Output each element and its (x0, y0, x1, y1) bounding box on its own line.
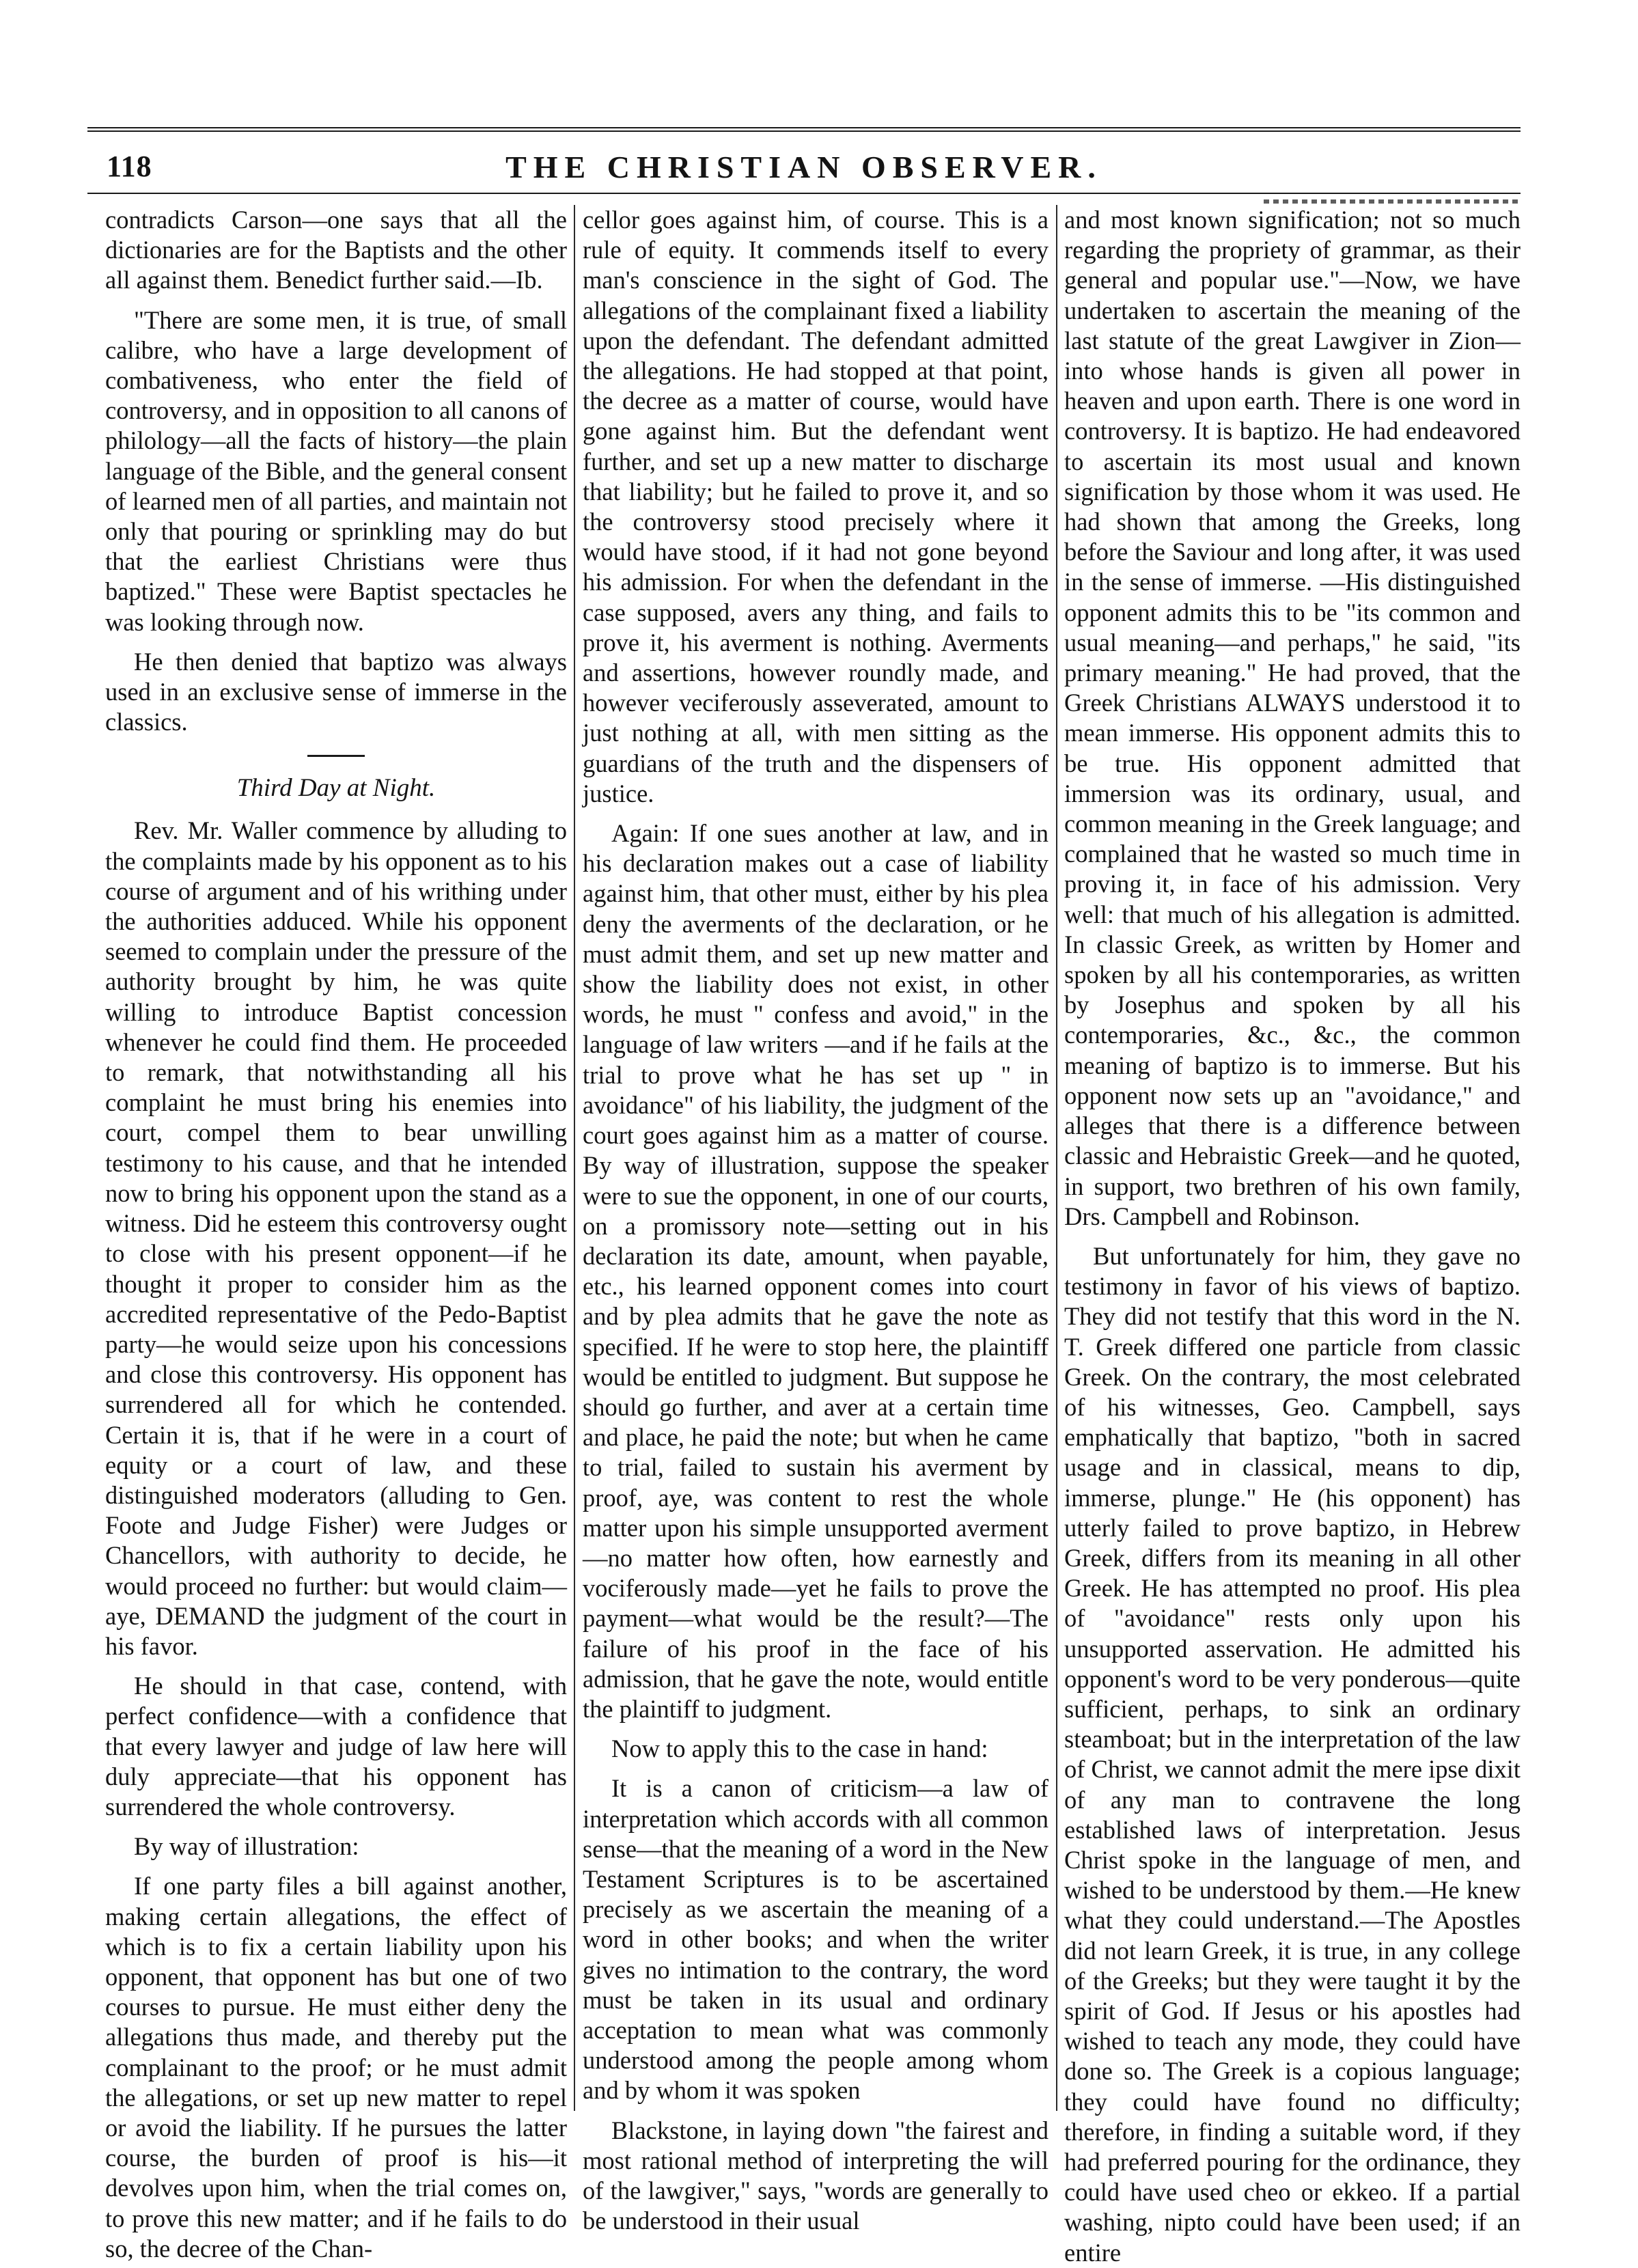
header-top-rule (87, 127, 1521, 132)
section-divider (307, 755, 365, 757)
paragraph: Rev. Mr. Waller commence by alluding to the complaints made by his opponent as to his course of argument and of his writhing under the authorities adduced. While his opponent seemed to complain under the pressure of the authority brought by him, he was quite willing to introduce Baptist concession whenever he could find them. He proceeded to remark, that notwithstanding all his complaint he must bring his enemies into court, compel them to bear unwilling testimony to his cause, and that he intended now to bring his opponent upon the stand as a witness. Did he esteem this controversy ought to close with his present opponent—if he thought it proper to consider him as the accredited representative of the Pedo-Baptist party—he would seize upon his concessions and close this controversy. His opponent has surrendered all for which he contended. Certain it is, that if he were in a court of equity or a court of law, and these distinguished moderators (alluding to Gen. Foote and Judge Fisher) were Judges or Chancellors, with authority to decide, he would proceed no further: but would claim—aye, DEMAND the judgment of the court in his favor. (105, 816, 567, 1660)
header-ornament-rule (1264, 199, 1521, 204)
paragraph: Again: If one sues another at law, and in his declaration makes out a case of liability against him, that other must, either by his plea deny the averments of the declaration, or he must admit them, and set up new matter and show the liability does not exist, in other words, he must " confess and avoid," in the language of law writers —and if he fails at the trial to prove what he has set up " in avoidance" of his liability, the judgment of the court goes against him as a matter of course. By way of illustration, suppose the speaker were to sue the opponent, in one of our courts, on a promissory note—setting out in his declaration its date, amount, when payable, etc., his learned opponent comes into court and by plea admits that he gave the note as specified. If he were to stop here, the plaintiff would be entitled to judgment. But suppose he should go further, and aver at a certain time and place, he paid the note; but when he came to trial, failed to sustain his averment by proof, aye, was content to rest the whole matter upon his simple unsupported averment—no matter how often, how earnestly and vociferously made—yet he fails to prove the payment—what would be the result?—The failure of his proof in the face of his admission, that he gave the note, would entitle the plaintiff to judgment. (583, 819, 1049, 1723)
page-header (87, 149, 1521, 190)
paragraph: He then denied that baptizo was always used in an exclusive sense of immerse in the classics. (105, 647, 567, 736)
paragraph: cellor goes against him, of course. This is a rule of equity. It commends itself to every man's conscience in the sight of God. The allegations of the complainant fixed a liability upon the defendant. The defendant admitted the allegations. He had stopped at that point, the decree as a matter of course, would have gone against him. But the defendant went further, and set up a new matter to discharge that liability; but he failed to prove it, and so the controversy stood precisely where it would have stood, if it had not gone beyond his admission. For when the defendant in the case supposed, avers any thing, and fails to prove it, his averment is nothing. Averments and assertions, however roundly made, and however veciferously asseverated, amount to just nothing at all, with men sitting as the guardians of the truth and the dispensers of justice. (583, 206, 1049, 807)
journal-title: THE CHRISTIAN OBSERVER. (505, 150, 1102, 184)
paragraph: "There are some men, it is true, of small calibre, who have a large development of combativeness, who enter the field of controversy, and in opposition to all canons of philology—all the facts of history—the plain language of the Bible, and the general consent of learned men of all parties, and maintain not only that pouring or sprinkling may do but that the earliest Christians were thus baptized." These were Baptist spectacles he was looking through now. (105, 305, 567, 636)
article-columns (87, 205, 1521, 2267)
column-divider (574, 205, 575, 2111)
section-heading: Third Day at Night. (236, 774, 436, 803)
column-left (105, 205, 567, 2263)
page-number: 118 (107, 150, 152, 183)
paragraph: contradicts Carson—one says that all the dictionaries are for the Baptists and the other all against them. Benedict further said.—Ib. (105, 206, 567, 294)
column-right (1064, 205, 1521, 2267)
paragraph: He should in that case, contend, with perfect confidence—with a confidence that that every lawyer and judge of law here will duly appreciate—that his opponent has surrendered the whole controversy. (105, 1672, 567, 1821)
paragraph: Blackstone, in laying down "the fairest and most rational method of interpreting the will of the lawgiver," says, "words are generally to be understood in their usual (583, 2116, 1049, 2235)
column-middle (583, 205, 1049, 2235)
header-bottom-rule (87, 193, 1521, 198)
paragraph: It is a canon of criticism—a law of interpretation which accords with all common sense—that the meaning of a word in the New Testament Scriptures is to be ascertained precisely as we ascertain the meaning of a word in other books; and when the writer gives no intimation to the contrary, the word must be taken in its usual and ordinary acceptation to mean what was commonly understood among the people among whom and by whom it was spoken (583, 1774, 1049, 2105)
paragraph: Now to apply this to the case in hand: (611, 1734, 988, 1763)
paragraph: But unfortunately for him, they gave no testimony in favor of his views of baptizo. They did not testify that this word in the N. T. Greek differed one particle from classic Greek. On the contrary, the most celebrated of his witnesses, Geo. Campbell, says emphatically that baptizo, "both in sacred usage and in classical, means to dip, immerse, plunge." He (his opponent) has utterly failed to prove baptizo, in Hebrew Greek, differs from its meaning in all other Greek. He has attempted no proof. His plea of "avoidance" rests only upon his unsupported asservation. He admitted his opponent's word to be very ponderous—quite sufficient, perhaps, to sink an ordinary steamboat; but in the interpretation of the law of Christ, we cannot admit the mere ipse dixit of any man to contravene the long established laws of interpretation. Jesus Christ spoke in the language of men, and wished to be understood by them.—He knew what they could understand.—The Apostles did not learn Greek, it is true, in any college of the Greeks; but they were taught it by the spirit of God. If Jesus or his apostles had wished to teach any mode, they could have done so. The Greek is a copious language; they could have found no difficulty; therefore, in finding a suitable word, if they had preferred pouring for the ordinance, they could have used cheo or ekkeo. If a partial washing, nipto could have been used; if an entire (1064, 1241, 1521, 2267)
paragraph: and most known signification; not so much regarding the propriety of grammar, as their general and popular use."—Now, we have undertaken to ascertain the meaning of the last statute of the great Lawgiver in Zion—into whose hands is given all power in heaven and upon earth. There is one word in controversy. It is baptizo. He had endeavored to ascertain its most usual and known signification by those whom it was used. He had shown that among the Greeks, long before the Saviour and long after, it was used in the sense of immerse. —His distinguished opponent admits this to be "its common and usual meaning—and perhaps," he said, "its primary meaning." He had proved, that the Greek Christians ALWAYS understood it to mean immerse. His opponent admits this to be true. His opponent admitted that immersion was its ordinary, usual, and common meaning in the Greek language; and complained that he wasted so much time in proving it, in face of his admission. Very well: that much of his allegation is admitted. In classic Greek, as written by Homer and spoken by all his contemporaries, as written by Josephus and spoken by all his contemporaries, &c., &c., the common meaning of baptizo is to immerse. But his opponent now sets up an "avoidance," and alleges that there is a difference between classic and Hebraistic Greek—and he quoted, in support, two brethren of his own family, Drs. Campbell and Robinson. (1064, 206, 1521, 1230)
column-divider (1056, 205, 1057, 2111)
paragraph: If one party files a bill against another, making certain allegations, the effect of which is to fix a certain liability upon his opponent, that opponent has but one of two courses to pursue. He must either deny the allegations thus made, and thereby put the complainant to the proof; or he must admit the allegations, or set up new matter to repel or avoid the liability. If he pursues the latter course, the burden of proof is his—it devolves upon him, when the trial comes on, to prove this new matter; and if he fails to do so, the decree of the Chan- (105, 1872, 567, 2263)
paragraph: By way of illustration: (134, 1832, 359, 1861)
